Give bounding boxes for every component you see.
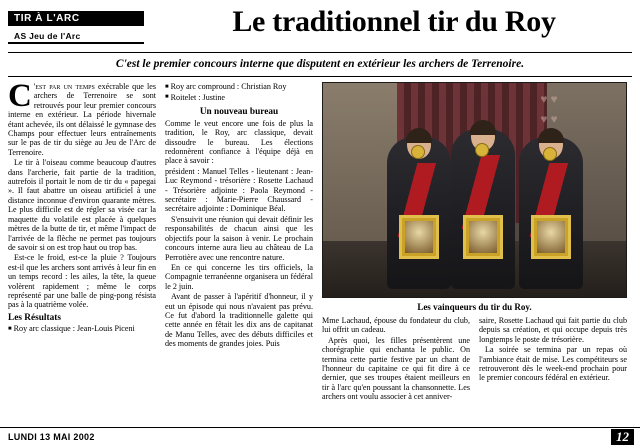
drop-cap: C bbox=[8, 78, 32, 114]
photo-award-art bbox=[469, 221, 497, 253]
col3-paragraph-1: Mme Lachaud, épouse du fondateur du club, lui offrit un cadeau. bbox=[322, 316, 470, 335]
column-3 bbox=[322, 316, 470, 403]
column-2 bbox=[165, 82, 313, 442]
photo-award-art bbox=[537, 221, 565, 253]
col2-paragraph-3: En ce qui concerne les tirs officiels, la Compagnie terranéenne organisera un fédéral le 2 juin. bbox=[165, 262, 313, 291]
col1-paragraph-3: Est-ce le froid, est-ce la pluie ? Toujours est-il que les archers sont arrivés à leur fin en un temps record : les ailes, la tête, la queue volèrent rapidement ; même le corps représenté par une balle de ping-pong résista pas à la quatrième volée. bbox=[8, 253, 156, 310]
col1-subhead-results: Les Résultats bbox=[8, 312, 61, 323]
photo-caption: Les vainqueurs du tir du Roy. bbox=[417, 302, 532, 312]
photo-winners bbox=[322, 82, 627, 298]
col2-paragraph-1: Comme le veut encore une fois de plus la tradition, le Roy, arc classique, devait dissoudre le bureau. Les élections redonnèrent confiance à l'équipe déjà en place à savoir : bbox=[165, 118, 313, 166]
lower-columns bbox=[322, 316, 627, 403]
col2-paragraph-2: S'ensuivit une réunion qui devait définir les responsabilités de chacun ainsi que les objectifs pour la saison à venir. Le prochain concours interne aura lieu au château de La Perrotière avec une rencontre nature. bbox=[165, 214, 313, 262]
photo-award-frame bbox=[399, 215, 439, 259]
photo-award-art bbox=[405, 221, 433, 253]
col2-paragraph-4: Avant de passer à l'apéritif d'honneur, il y eut un épisode qui nous n'avaient pas prévu. Ce fut d'abord la traditionnelle galette qui cette année en fêtait les dix ans de capitanat de Manu Telles, avec des débuts difficiles et des moments de grandes joies. Puis bbox=[165, 292, 313, 349]
lede-smallcaps: 'est par un temps bbox=[33, 82, 95, 91]
lede-paragraph bbox=[8, 78, 156, 157]
column-4 bbox=[479, 316, 627, 403]
photo-heart-decor: ♥ ♥ ♥ ♥ bbox=[540, 92, 558, 126]
result-item: ■ Roitelet : Justine bbox=[165, 93, 313, 103]
result-item: ■ Roy arc classique : Jean-Louis Piceni bbox=[8, 324, 156, 334]
photo-award-frame bbox=[463, 215, 503, 259]
column-1 bbox=[8, 78, 156, 442]
article-columns bbox=[8, 78, 632, 442]
col3-paragraph-2: Après quoi, les filles présentèrent une chorégraphie qui enchanta le public. On termina cette partie festive par un chant de l'honneur du capitaine ce qui fit dire à ce dernier, que ses troupes étaient meilleurs en tir à l'arc qu'en poussant la chansonnette. Les archers ont voulu associer à cet anniver- bbox=[322, 335, 470, 402]
divider-top bbox=[8, 52, 632, 53]
medal-icon bbox=[475, 143, 489, 157]
col4-paragraph-1: saire, Rosette Lachaud qui fait partie du club depuis sa création, et qui occupe depuis très longtemps le poste de trésorière. bbox=[479, 316, 627, 344]
lede-text: exécrable que les archers de Terrenoire se sont retrouvés pour leur premier concours interne en extérieur. La période hivernale étant achevée, ils ont délaissé le gymnase des Champs pour effectuer leurs entraînements sur le pas de tir du siège au Jeu de l'Arc de Terrenoire. bbox=[8, 82, 156, 157]
photo-award-frame bbox=[531, 215, 571, 259]
standfirst: C'est le premier concours interne que disputent en extérieur les archers de Terrenoire. bbox=[115, 58, 525, 70]
kicker-secondary: AS Jeu de l'Arc bbox=[8, 29, 144, 44]
col2-subhead-bureau: Un nouveau bureau bbox=[199, 106, 279, 117]
col1-paragraph-2: Le tir à l'oiseau comme beaucoup d'autres dans l'archerie, fait partie de la tradition, autrefois il portait le nom de tir du « papegai ». Il faut abattre un oiseau artificiel à une distance inconnue d'environ quarante mètres. Le plus difficile est de régler sa visée car la maquette du volatile est placée à quelques mètres de la butte de tir, et même l'impact de l'arrivée de la flèche ne permet pas toujours de savoir si on est trop haut ou trop bas. bbox=[8, 158, 156, 252]
kicker-primary: TIR À L'ARC bbox=[8, 11, 144, 26]
col2-officers-list: président : Manuel Telles - lieutenant : Jean-Luc Reymond - trésorière : Rosette Lachaud - Trésorière adjointe : Paola Reymond - secrétaire : Marie-Pierre Chaussard - secrétaire adjointe : Dominique Béal. bbox=[165, 166, 313, 214]
footer-date: LUNDI 13 MAI 2002 bbox=[8, 432, 95, 442]
section-kicker bbox=[8, 6, 160, 44]
page-number: 12 bbox=[611, 429, 634, 445]
divider-standfirst bbox=[8, 76, 632, 77]
page-title: Le traditionnel tir du Roy bbox=[232, 5, 556, 38]
medal-icon bbox=[543, 147, 557, 161]
medal-icon bbox=[411, 145, 425, 159]
photo-person-left bbox=[387, 137, 451, 289]
result-item: ■ Roy arc compround : Christian Roy bbox=[165, 82, 313, 92]
masthead bbox=[8, 6, 632, 48]
page-footer bbox=[0, 427, 640, 448]
photo-and-columns bbox=[322, 82, 627, 442]
col4-paragraph-2: La soirée se termina par un repas où l'ambiance était de mise. Les compétiteurs se retrouveront dès le week-end prochain pour le premier concours fédéral en extérieur. bbox=[479, 345, 627, 383]
